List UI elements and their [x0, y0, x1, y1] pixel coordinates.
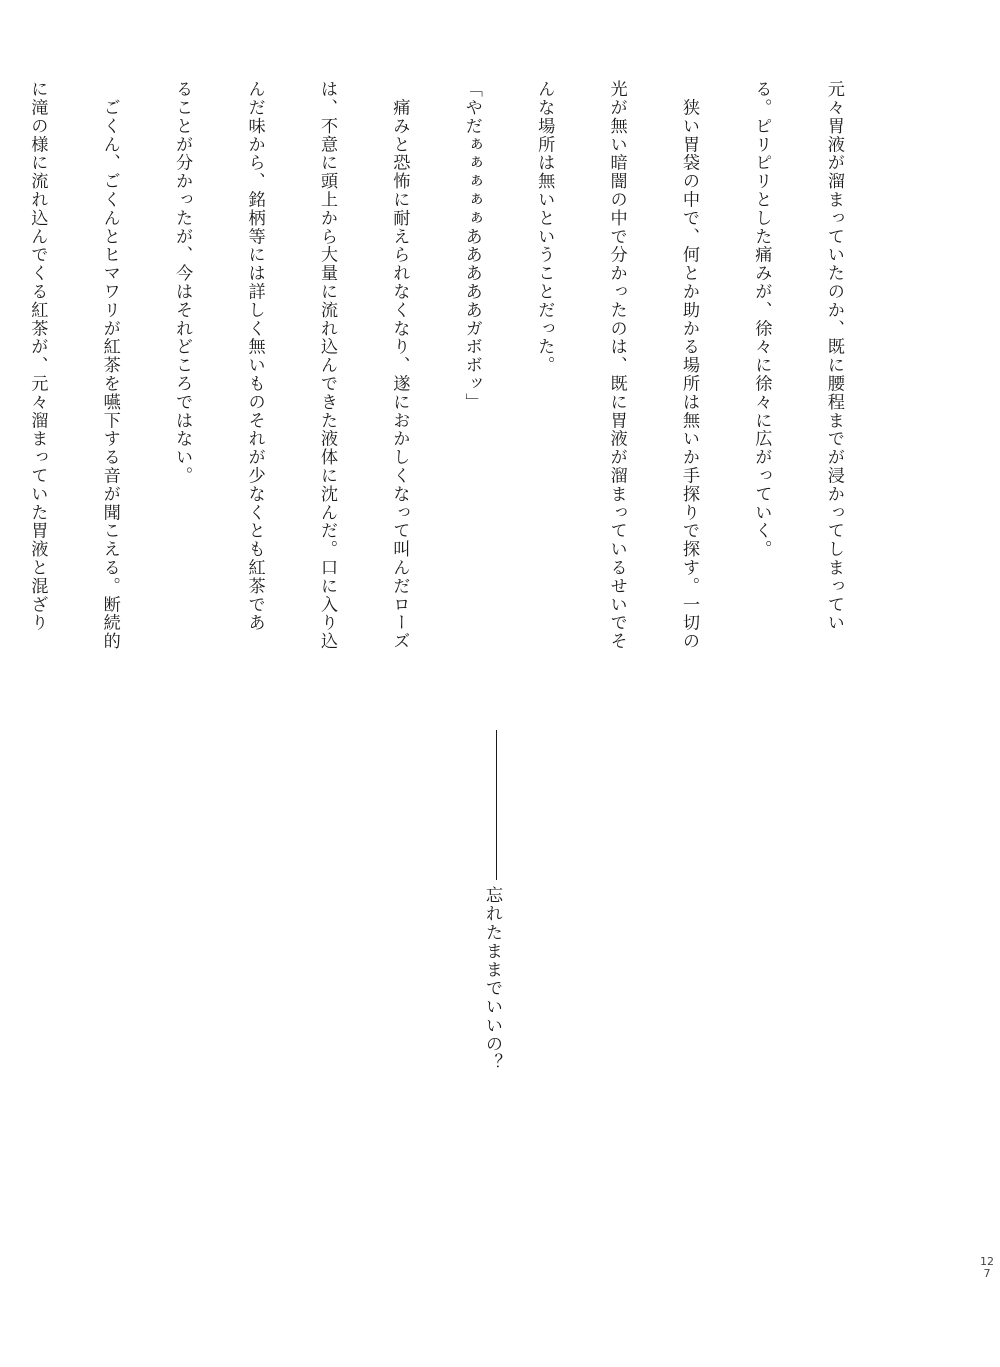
story-line: 痛みと恐怖に耐えられなくなり、遂におかしくなって叫んだローズ [389, 80, 410, 651]
story-line: は、不意に頭上から大量に流れ込んできた液体に沈んだ。口に入り込 [316, 80, 337, 651]
story-line: 狭い胃袋の中で、何とか助かる場所は無いか手探りで探す。一切の [678, 80, 699, 651]
long-dash-rule [496, 730, 497, 880]
story-line: んな場所は無いということだった。 [534, 80, 555, 375]
story-line: に滝の様に流れ込んでくる紅茶が、元々溜まっていた胃液と混ざり [27, 80, 48, 632]
story-line: 光が無い暗闇の中で分かったのは、既に胃液が溜まっているせいでそ [606, 80, 627, 651]
story-line: んだ味から、銘柄等には詳しく無いものそれが少なくとも紅茶であ [244, 80, 265, 632]
story-line: 「やだぁぁぁぁぁあああああガボボッ」 [461, 80, 482, 412]
story-line: ることが分かったが、今はそれどころではない。 [172, 80, 193, 485]
story-line: ごくん、ごくんとヒマワリが紅茶を嚥下する音が聞こえる。断続的 [99, 80, 120, 651]
story-body [0, 80, 888, 740]
page-number: 127 [980, 1255, 994, 1280]
closing-line [480, 730, 505, 1090]
closing-text: 忘れたままでいいの？ [482, 886, 502, 1072]
story-line: 元々胃液が溜まっていたのか、既に腰程までが浸かってしまってい [823, 80, 844, 632]
story-line: る。ピリピリとした痛みが、徐々に徐々に広がっていく。 [751, 80, 772, 559]
